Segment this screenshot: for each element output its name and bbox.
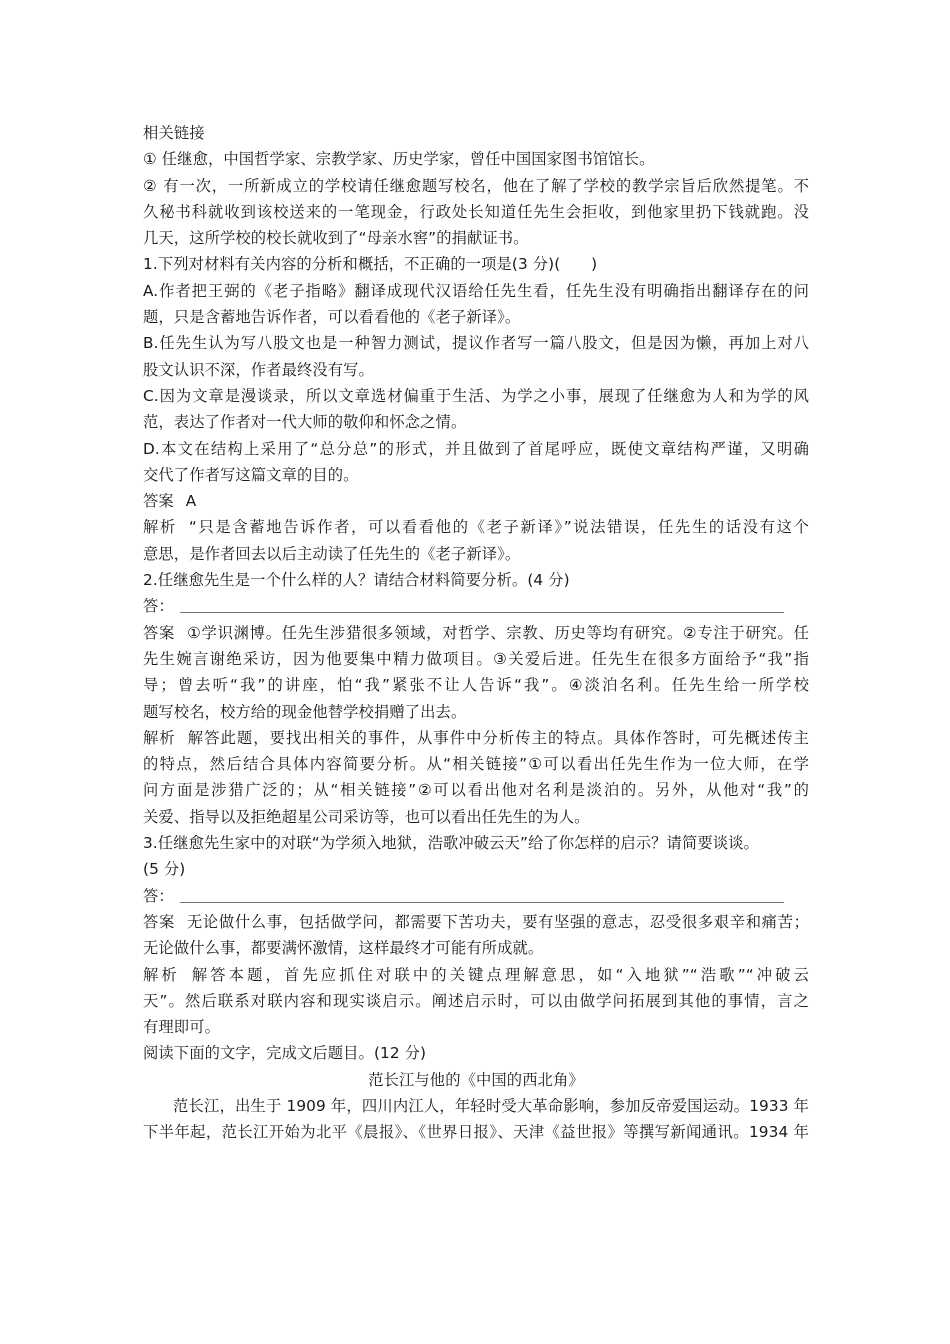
related-heading: 相关链接: [143, 124, 205, 142]
question-2-analysis: [143, 725, 809, 751]
analysis-line: 解答此题，要找出相关的事件，从事件中分析传主的特点。具体作答时，可先概述传主: [187, 728, 809, 747]
answer-label: 答案: [143, 492, 174, 511]
option-a-line: 题，只是含蓄地告诉作者，可以看看他的《老子新译》。: [143, 308, 521, 327]
answer-label: 答案: [143, 623, 176, 642]
question-2-answer-field[interactable]: [143, 593, 809, 619]
analysis-line: “只是含蓄地告诉作者，可以看看他的《老子新译》”说法错误，任先生的话没有这个: [188, 518, 809, 537]
analysis-line: 天”。然后联系对联内容和现实谈启示。阐述启示时，可以由做学问拓展到其他的事情，言之: [143, 991, 809, 1010]
option-d-line: D.本文在结构上采用了“总分总”的形式，并且做到了首尾呼应，既使文章结构严谨，又明确: [143, 439, 809, 458]
analysis-line: 问方面是涉猎广泛的；从“相关链接”②可以看出他对名利是淡泊的。另外，从他对“我”的: [143, 781, 809, 800]
analysis-line: 有理即可。: [143, 1018, 220, 1037]
related-item-1: ① 任继愈，中国哲学家、宗教学家、历史学家，曾任中国国家图书馆馆长。: [143, 150, 655, 169]
analysis-line: 解答本题，首先应抓住对联中的关键点理解意思，如“入地狱”“浩歌”“冲破云: [191, 965, 809, 984]
question-1-stem: 1.下列对材料有关内容的分析和概括，不正确的一项是(3 分)( ): [143, 255, 598, 274]
related-item-2-line: 久秘书科就收到该校送来的一笔现金，行政处长知道任先生会拒收，到他家里扔下钱就跑。没: [143, 202, 809, 221]
answer-line: 先生婉言谢绝采访，因为他要集中精力做项目。③关爱后进。任先生在很多方面给予“我”指: [143, 649, 809, 668]
answer-blank-line[interactable]: [180, 886, 784, 903]
related-item-2-line: 几天，这所学校的校长就收到了“母亲水窖”的捐献证书。: [143, 229, 529, 248]
question-3-answer: [143, 909, 809, 935]
related-item-2-line: ② 有一次，一所新成立的学校请任继愈题写校名，他在了解了学校的教学宗旨后欣然提笔。不: [143, 176, 809, 195]
option-c-line: C.因为文章是漫谈录，所以文章选材偏重于生活、为学之小事，展现了任继愈为人和为学的风: [143, 386, 809, 405]
question-3-analysis: [143, 962, 809, 988]
question-3-answer-field[interactable]: [143, 883, 809, 909]
analysis-line: 关爱、指导以及拒绝超星公司采访等，也可以看出任先生的为人。: [143, 807, 590, 826]
answer-label: 答案: [143, 912, 175, 931]
reading-intro: 阅读下面的文字，完成文后题目。(12 分): [143, 1044, 427, 1063]
analysis-label: 解析: [143, 518, 177, 537]
question-3-stem: 3.任继愈先生家中的对联“为学须入地狱，浩歌冲破云天”给了你怎样的启示？请简要谈谈。: [143, 834, 759, 853]
reading-paragraph-line: 下半年起，范长江开始为北平《晨报》、《世界日报》、天津《益世报》等撰写新闻通讯。1934 年: [143, 1123, 809, 1142]
answer-blank-line[interactable]: [180, 596, 784, 613]
reading-title: 范长江与他的《中国的西北角》: [368, 1070, 584, 1089]
document-body: [143, 120, 809, 1146]
answer-prompt: 答：: [143, 597, 174, 616]
answer-prompt: 答：: [143, 886, 174, 905]
answer-line: 无论做什么事，都要满怀激情，这样最终才可能有所成就。: [143, 939, 544, 958]
question-1-answer: [143, 488, 809, 514]
analysis-label: 解析: [143, 965, 180, 984]
reading-paragraph-line: 范长江，出生于 1909 年，四川内江人，年轻时受大革命影响，参加反帝爱国运动。1933 年: [173, 1096, 809, 1115]
analysis-line: 意思，是作者回去以后主动读了任先生的《老子新译》。: [143, 544, 521, 563]
answer-value: A: [185, 492, 197, 511]
option-d-line: 交代了作者写这篇文章的目的。: [143, 465, 359, 484]
question-2-answer: [143, 620, 809, 646]
answer-line: ①学识渊博。任先生涉猎很多领域，对哲学、宗教、历史等均有研究。②专注于研究。任: [187, 623, 809, 642]
option-c-line: 范，表达了作者对一代大师的敬仰和怀念之情。: [143, 413, 467, 432]
answer-line: 无论做什么事，包括做学问，都需要下苦功夫，要有坚强的意志，忍受很多艰辛和痛苦；: [186, 912, 810, 931]
option-b-line: 股文认识不深，作者最终没有写。: [143, 360, 374, 379]
option-a-line: A.作者把王弼的《老子指略》翻译成现代汉语给任先生看，任先生没有明确指出翻译存在的问: [143, 281, 809, 300]
question-3-stem: (5 分): [143, 860, 186, 879]
analysis-line: 的特点，然后结合具体内容简要分析。从“相关链接”①可以看出任先生作为一位大师，在学: [143, 755, 809, 774]
answer-line: 题写校名，校方给的现金他替学校捐赠了出去。: [143, 702, 467, 721]
option-b-line: B.任先生认为写八股文也是一种智力测试，提议作者写一篇八股文，但是因为懒，再加上对八: [143, 334, 809, 353]
question-1-analysis: [143, 514, 809, 540]
question-2-stem: 2.任继愈先生是一个什么样的人？请结合材料简要分析。(4 分): [143, 571, 570, 590]
analysis-label: 解析: [143, 728, 176, 747]
answer-line: 导；曾去听“我”的讲座，怕“我”紧张不让人告诉“我”。④淡泊名利。任先生给一所学校: [143, 676, 809, 695]
